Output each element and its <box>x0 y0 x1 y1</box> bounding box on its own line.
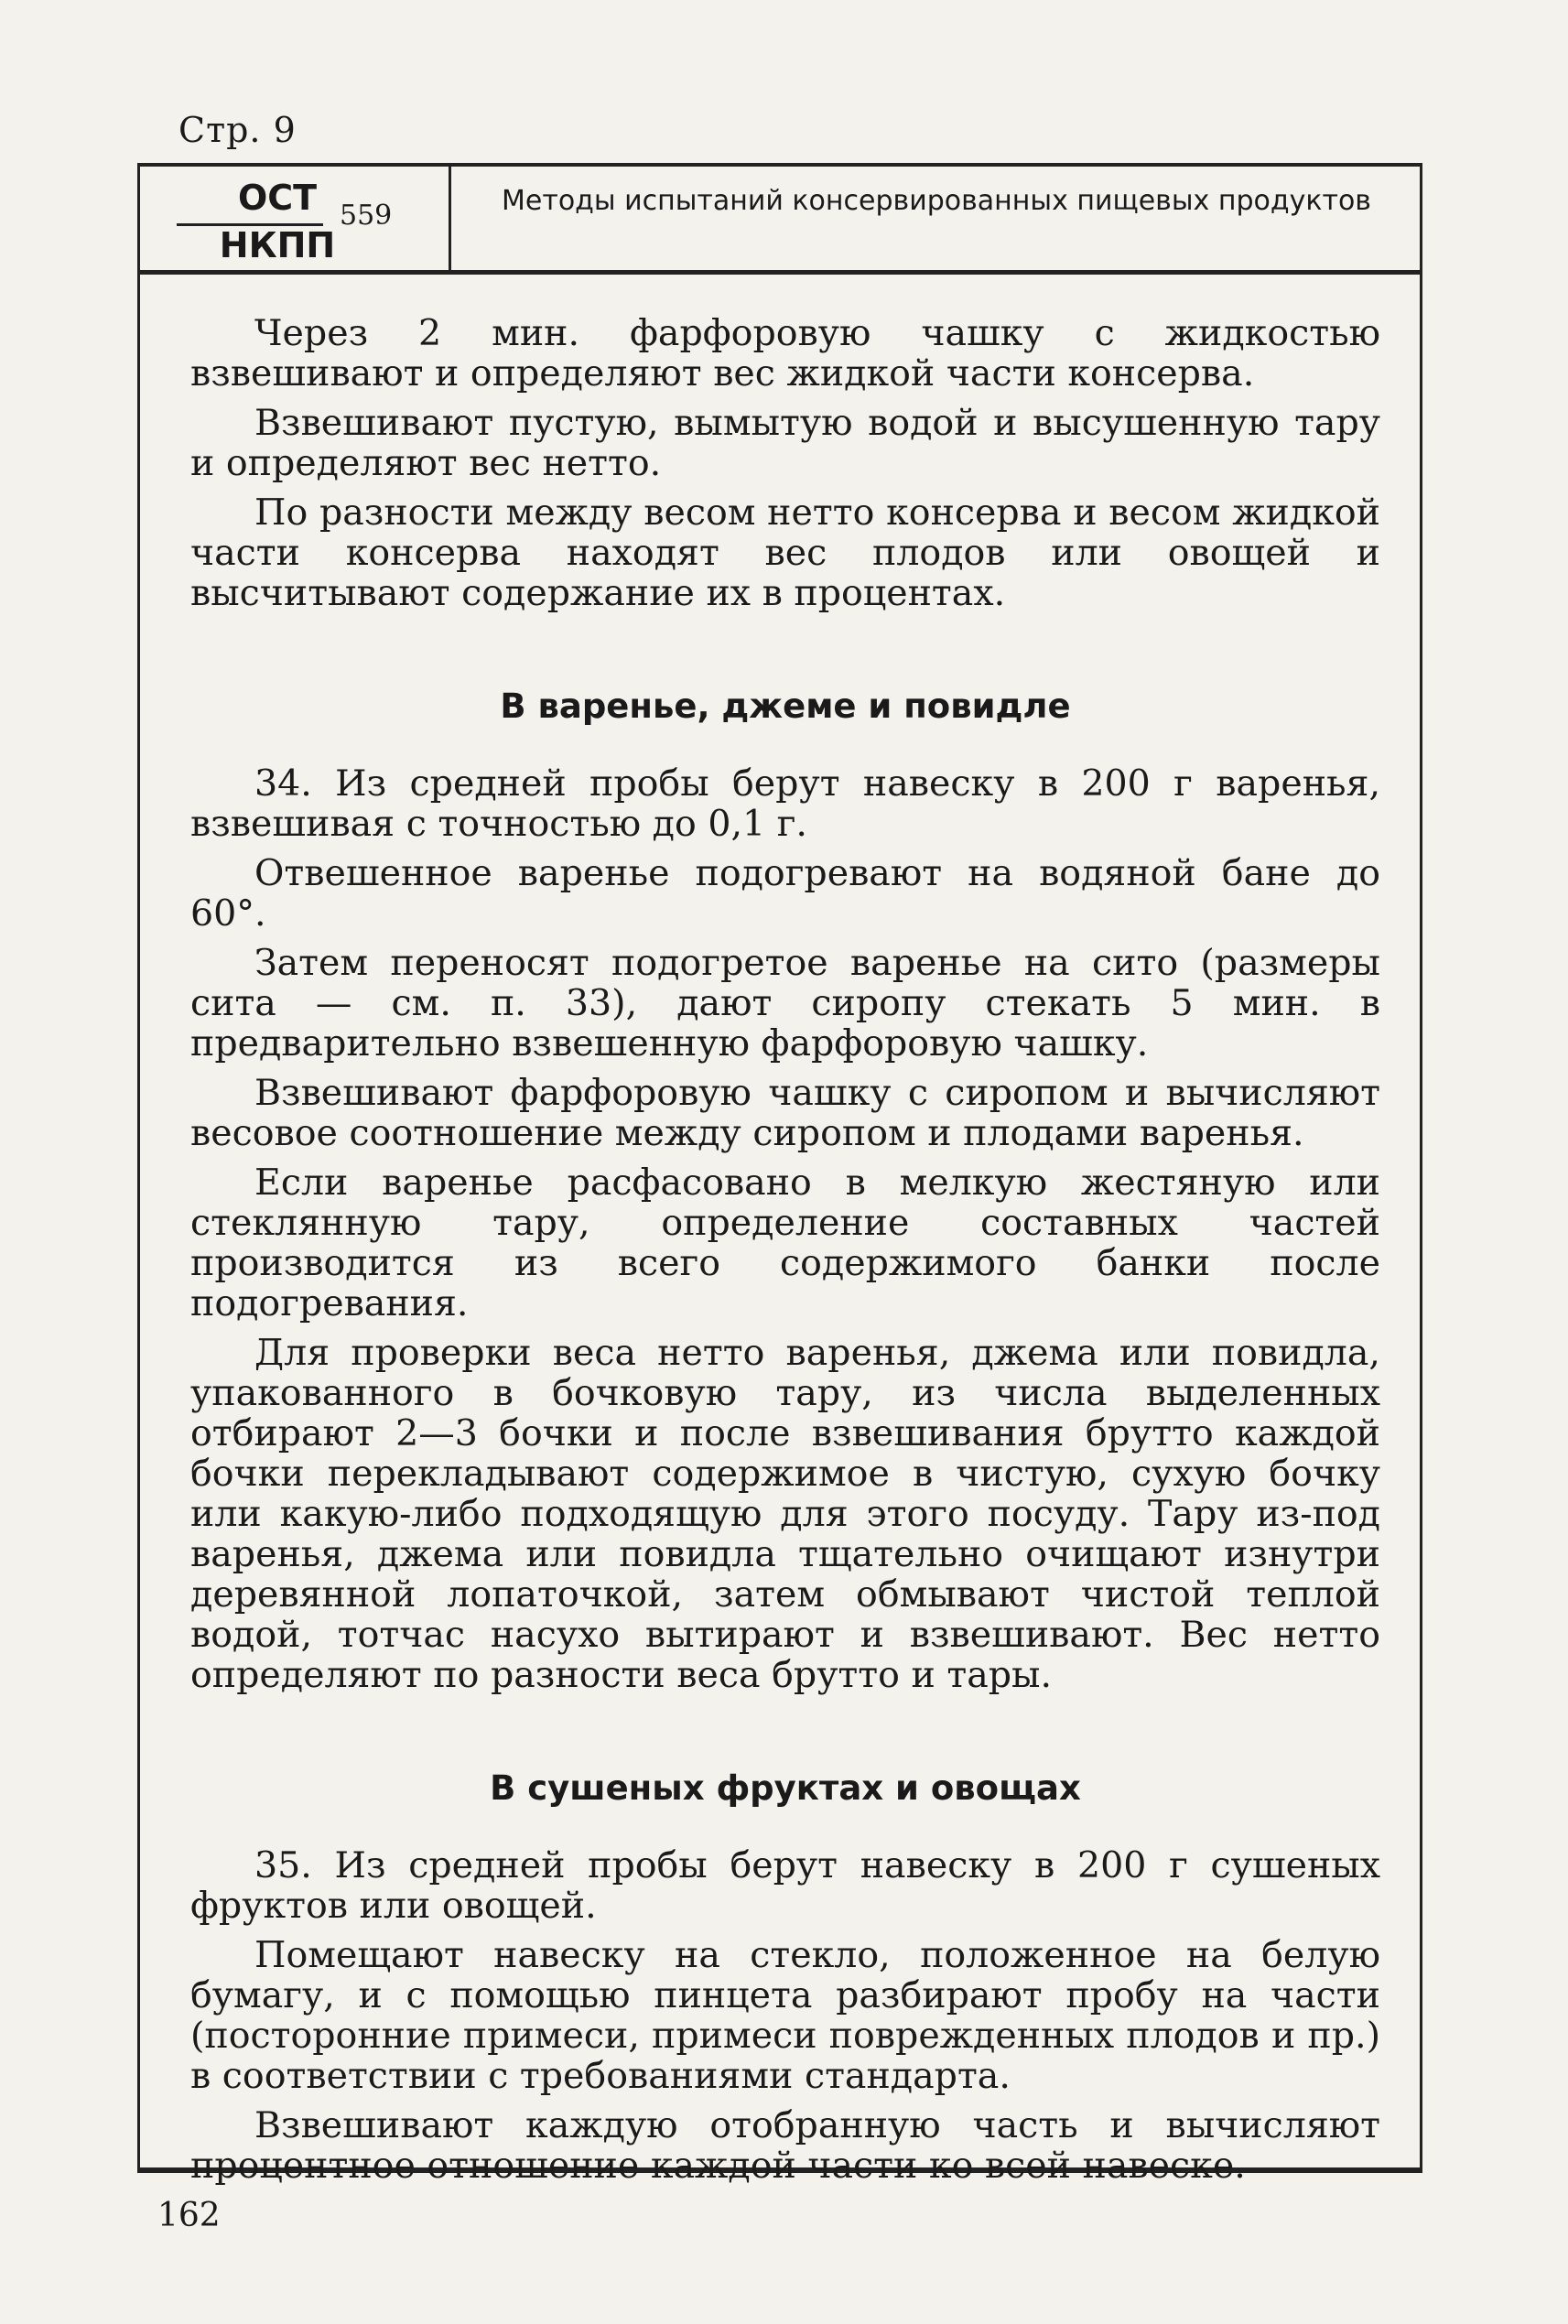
paragraph: Через 2 мин. фарфоровую чашку с жидкостью взвешивают и определяют вес жидкой части консерва. <box>190 312 1380 395</box>
paragraph: 35. Из средней пробы берут навеску в 200 г сушеных фруктов или овощей. <box>190 1844 1380 1927</box>
standard-bottom: НКПП <box>219 225 336 265</box>
paragraph: Взвешивают фарфоровую чашку с сиропом и вычисляют весовое соотношение между сиропом и плодами варенья. <box>190 1072 1380 1154</box>
section-heading: В варенье, джеме и повидле <box>500 686 1071 726</box>
standard-number: 559 <box>340 200 393 232</box>
paragraph: Взвешивают пустую, вымытую водой и высушенную тару и определяют вес нетто. <box>190 402 1380 484</box>
paragraph: Отвешенное варенье подогревают на водяной бане до 60°. <box>190 852 1380 935</box>
section-heading: В сушеных фруктах и овощах <box>490 1768 1081 1808</box>
paragraph: Помещают навеску на стекло, положенное на белую бумагу, и с помощью пинцета разбирают пробу на части (посторонние примеси, примеси поврежденных плодов и пр.) в соответствии с требованиями стандарта. <box>190 1934 1380 2097</box>
page-frame <box>137 163 1422 2187</box>
paragraph: Для проверки веса нетто варенья, джема или повидла, упакованного в бочковую тару, из числа выделенных отбирают 2—3 бочки и после взвешивания брутто каждой бочки перекладывают содержимое в чистую, сухую бочку или какую-либо подходящую для этого посуду. Тару из-под варенья, джема или повидла тщательно очищают изнутри деревянной лопаточкой, затем обмывают чистой теплой водой, тотчас насухо вытирают и взвешивают. Вес нетто определяют по разности веса брутто и тары. <box>190 1332 1380 1696</box>
paragraph: 34. Из средней пробы берут навеску в 200 г варенья, взвешивая с точностью до 0,1 г. <box>190 762 1380 845</box>
standard-designation <box>140 167 451 270</box>
paragraph: Затем переносят подогретое варенье на сито (размеры сита — см. п. 33), дают сиропу стекать 5 мин. в предварительно взвешенную фарфоровую чашку. <box>190 942 1380 1065</box>
standard-top: ОСТ <box>237 178 318 218</box>
header <box>140 167 1420 275</box>
paragraph: Если варенье расфасовано в мелкую жестяную или стеклянную тару, определение составных частей производится из всего содержимого банки после подогревания. <box>190 1162 1380 1324</box>
paragraph: Взвешивают каждую отобранную часть и вычисляют процентное отношение каждой части ко всей навеске. <box>190 2104 1380 2187</box>
header-title: Методы испытаний консервированных пищевых продуктов <box>502 185 1371 217</box>
page-label: Стр. 9 <box>178 110 297 150</box>
document-body <box>190 313 1380 2195</box>
paragraph: По разности между весом нетто консерва и весом жидкой части консерва находят вес плодов или овощей и высчитывают содержание их в процентах. <box>190 492 1380 614</box>
page-number: 162 <box>157 2197 221 2234</box>
